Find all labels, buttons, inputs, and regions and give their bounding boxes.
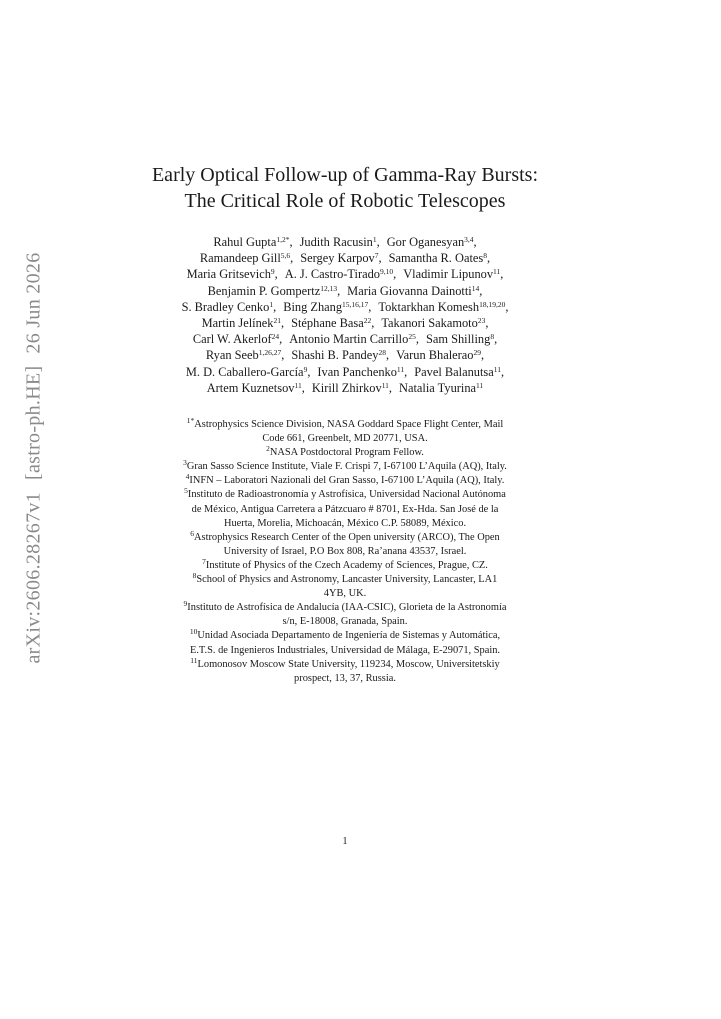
affiliation-line <box>100 672 590 686</box>
affiliation-text: Astrophysics Research Center of the Open university (ARCO), The Open <box>194 531 500 543</box>
author-affiliation-mark: 1 <box>372 235 377 244</box>
author-name: Kirill Zhirkov <box>311 380 382 395</box>
author-affiliation-mark: 11 <box>493 267 501 277</box>
author-separator: , <box>415 332 419 347</box>
affiliation-line <box>100 573 590 587</box>
author-affiliation-mark: 22 <box>363 316 372 326</box>
affiliation-number: 11 <box>190 655 198 665</box>
affiliation-line <box>100 432 590 446</box>
author-affiliation-mark: 11 <box>381 380 389 390</box>
affiliation-number: 7 <box>202 556 206 566</box>
affiliation-line <box>100 446 590 460</box>
affiliation-number: 8 <box>192 571 197 581</box>
author-name: Varun Bhalerao <box>396 348 474 363</box>
author <box>396 348 484 362</box>
affiliation-text: Institute of Physics of the Czech Academy of Sciences, Prague, CZ. <box>205 559 488 571</box>
author-separator: , <box>290 251 294 266</box>
title-line-1: Early Optical Follow-up of Gamma-Ray Bursts: <box>151 164 539 186</box>
author-affiliation-mark: 8 <box>483 251 487 261</box>
author-name: Vladimir Lipunov <box>403 267 494 282</box>
author-separator: , <box>479 283 483 298</box>
author-name: Benjamin P. Gompertz <box>207 283 321 298</box>
affiliation-line <box>100 545 590 559</box>
author-separator: , <box>494 332 498 347</box>
author-separator: , <box>280 316 285 331</box>
affiliation-line <box>100 528 590 545</box>
author-separator: , <box>273 299 277 314</box>
author <box>291 316 374 330</box>
affiliation-text: University of Israel, P.O Box 808, Ra’anana 43537, Israel. <box>223 545 467 557</box>
arxiv-identifier <box>23 252 46 663</box>
author-affiliation-mark: 11 <box>476 380 484 390</box>
author <box>300 251 381 265</box>
affiliation-line <box>100 517 590 531</box>
affiliation-number: 5 <box>184 486 188 496</box>
affiliation-text: Astrophysics Science Division, NASA Goddard Space Flight Center, Mail <box>194 419 504 430</box>
affiliation-line <box>100 615 590 629</box>
author-line <box>100 364 590 380</box>
author-affiliation-mark: 25 <box>408 332 416 342</box>
author-line <box>100 380 590 396</box>
author-separator: , <box>385 348 390 363</box>
author-separator: , <box>301 380 305 395</box>
author-separator: , <box>337 283 341 298</box>
affiliation-number: 10 <box>189 627 198 637</box>
paper-title <box>100 162 590 214</box>
author-line <box>100 315 590 331</box>
author-affiliation-mark: 9,10 <box>379 267 394 277</box>
affiliation-text: Code 661, Greenbelt, MD 20771, USA. <box>262 433 428 445</box>
author <box>300 235 380 249</box>
author-name: S. Bradley Cenko <box>181 299 270 314</box>
author-list <box>100 234 590 396</box>
affiliation-line <box>100 644 590 658</box>
author <box>426 332 497 346</box>
author-affiliation-mark: 23 <box>477 316 486 326</box>
author-line <box>100 331 590 347</box>
author-name: Pavel Balanutsa <box>414 364 494 379</box>
author-affiliation-mark: 5,6 <box>280 251 291 261</box>
affiliation-text: 4YB, UK. <box>323 588 367 600</box>
author-separator: , <box>500 364 505 379</box>
author-affiliation-mark: 7 <box>374 251 379 261</box>
author-separator: , <box>368 299 372 314</box>
author <box>389 251 491 265</box>
author-line <box>100 347 590 363</box>
author <box>202 316 285 330</box>
author <box>285 267 396 281</box>
author-separator: , <box>279 332 283 347</box>
author <box>200 251 293 265</box>
author <box>378 300 508 314</box>
author <box>207 381 305 395</box>
arxiv-category: [astro-ph.HE] <box>22 365 45 481</box>
affiliation-text: Lomonosov Moscow State University, 119234, Moscow, Universitetskiy <box>197 658 500 670</box>
author <box>289 332 419 346</box>
author <box>283 300 371 314</box>
author-affiliation-mark: 9 <box>270 267 275 277</box>
author-affiliation-mark: 11 <box>493 364 501 374</box>
author-name: Artem Kuznetsov <box>206 380 295 395</box>
affiliation-line <box>100 587 590 601</box>
author <box>399 381 483 395</box>
affiliation-line <box>100 601 590 615</box>
author <box>317 365 407 379</box>
author-separator: , <box>274 267 278 282</box>
affiliation-line <box>100 488 590 502</box>
author <box>347 284 482 298</box>
author-line <box>100 283 590 299</box>
author-name: Rahul Gupta <box>213 235 277 249</box>
author-affiliation-mark: 1 <box>269 299 274 309</box>
author-name: Martin Jelínek <box>201 316 274 331</box>
author-name: Antonio Martin Carrillo <box>289 332 409 347</box>
author-separator: , <box>376 235 380 249</box>
author-line <box>100 299 590 315</box>
author-affiliation-mark: 21 <box>273 316 281 326</box>
author-affiliation-mark: 11 <box>396 364 405 374</box>
affiliation-text: Unidad Asociada Departamento de Ingeniería de Sistemas y Automática, <box>197 630 501 642</box>
author <box>213 235 292 249</box>
author-separator: , <box>388 380 393 395</box>
author-line <box>100 266 590 282</box>
author <box>291 348 389 362</box>
author-affiliation-mark: 14 <box>471 283 480 293</box>
author-name: Stéphane Basa <box>291 316 364 331</box>
author-affiliation-mark: 29 <box>473 348 481 358</box>
affiliation-line <box>100 474 590 488</box>
affiliation-text: prospect, 13, 37, Russia. <box>294 672 396 684</box>
arxiv-sidebar-stamp <box>22 252 46 664</box>
author-separator: , <box>505 299 509 314</box>
author-line <box>100 250 590 266</box>
author-name: A. J. Castro-Tirado <box>284 267 380 282</box>
author-name: Maria Giovanna Dainotti <box>347 283 472 298</box>
author-affiliation-mark: 28 <box>378 348 386 358</box>
affiliation-line <box>100 655 590 672</box>
author <box>387 235 477 249</box>
author-affiliation-mark: 12,13 <box>320 283 338 293</box>
author-name: Toktarkhan Komesh <box>378 299 480 314</box>
affiliation-text: s/n, E-18008, Granada, Spain. <box>282 616 408 628</box>
author-separator: , <box>307 364 311 379</box>
author-line <box>100 234 590 250</box>
author-affiliation-mark: 18,19,20 <box>479 299 506 309</box>
affiliation-text: de México, Antigua Carretera a Pátzcuaro # 8701, Ex-Hda. San José de la <box>191 503 499 515</box>
author <box>414 365 504 379</box>
author-name: Samantha R. Oates <box>388 251 484 266</box>
affiliation-text: NASA Postdoctoral Program Fellow. <box>269 447 424 459</box>
author-separator: , <box>486 251 491 266</box>
author-separator: , <box>473 235 477 249</box>
author-separator: , <box>404 364 408 379</box>
author-name: Gor Oganesyan <box>386 235 465 249</box>
author-name: Ivan Panchenko <box>317 364 397 379</box>
affiliation-number: 2 <box>266 444 270 454</box>
author-name: Judith Racusin <box>299 235 373 249</box>
author <box>403 267 503 281</box>
affiliation-line <box>100 460 590 474</box>
author-affiliation-mark: 3,4 <box>464 235 474 244</box>
author-name: Sergey Karpov <box>300 251 375 266</box>
author-name: Carl W. Akerlof <box>192 332 272 347</box>
author-name: M. D. Caballero-García <box>185 364 304 379</box>
affiliation-list <box>100 418 590 686</box>
author-separator: , <box>281 348 285 363</box>
author <box>186 365 311 379</box>
affiliation-text: INFN – Laboratori Nazionali del Gran Sasso, I-67100 L’Aquila (AQ), Italy. <box>189 475 505 487</box>
arxiv-id: arXiv:2606.28267v1 <box>22 492 45 664</box>
author <box>208 284 341 298</box>
author-affiliation-mark: 15,16,17 <box>342 299 369 309</box>
author-separator: , <box>393 267 397 282</box>
author-separator: , <box>485 316 489 331</box>
author-name: Takanori Sakamoto <box>381 316 478 331</box>
affiliation-line <box>100 629 590 643</box>
title-line-2: The Critical Role of Robotic Telescopes <box>184 190 506 212</box>
author-affiliation-mark: 1,2* <box>276 235 290 244</box>
arxiv-date: 26 Jun 2026 <box>22 252 45 354</box>
author <box>193 332 282 346</box>
author-name: Ramandeep Gill <box>199 251 281 266</box>
affiliation-line <box>100 418 590 432</box>
affiliation-line <box>100 503 590 517</box>
author-name: Ryan Seeb <box>205 348 259 363</box>
affiliation-number: 6 <box>190 528 195 538</box>
author-separator: , <box>371 316 375 331</box>
author-separator: , <box>480 348 485 363</box>
author <box>187 267 278 281</box>
affiliation-text: E.T.S. de Ingenieros Industriales, Universidad de Málaga, E-29071, Spain. <box>189 644 500 656</box>
author-affiliation-mark: 9 <box>303 364 308 374</box>
affiliation-number: 3 <box>183 458 187 468</box>
page-number: 1 <box>342 836 348 847</box>
author-affiliation-mark: 24 <box>271 332 280 342</box>
author-affiliation-mark: 1,26,27 <box>258 348 282 358</box>
affiliation-number: 4 <box>185 472 190 482</box>
author-separator: , <box>500 267 504 282</box>
author <box>381 316 488 330</box>
affiliation-number: 1* <box>186 416 195 425</box>
affiliation-text: Gran Sasso Science Institute, Viale F. Crispi 7, I-67100 L’Aquila (AQ), Italy. <box>186 461 507 473</box>
author-name: Bing Zhang <box>283 299 343 314</box>
affiliation-text: Huerta, Morelia, Michoacán, México C.P. 58089, México. <box>223 517 467 529</box>
affiliation-text: School of Physics and Astronomy, Lancaster University, Lancaster, LA1 <box>196 574 498 586</box>
author <box>182 300 277 314</box>
author-separator: , <box>378 251 382 266</box>
author-name: Maria Gritsevich <box>186 267 271 282</box>
author-affiliation-mark: 11 <box>294 380 302 390</box>
affiliation-text: Instituto de Radioastronomía y Astrofísica, Universidad Nacional Autónoma <box>187 489 506 501</box>
affiliation-number: 9 <box>183 599 188 609</box>
author-separator: , <box>289 235 293 249</box>
author <box>312 381 392 395</box>
author-name: Natalia Tyurina <box>399 380 477 395</box>
author <box>206 348 284 362</box>
affiliation-line <box>100 556 590 573</box>
author-affiliation-mark: 8 <box>490 332 495 342</box>
affiliation-text: Instituto de Astrofísica de Andalucía (IAA-CSIC), Glorieta de la Astronomía <box>187 602 507 614</box>
author-name: Shashi B. Pandey <box>291 348 379 363</box>
author-name: Sam Shilling <box>425 332 491 347</box>
